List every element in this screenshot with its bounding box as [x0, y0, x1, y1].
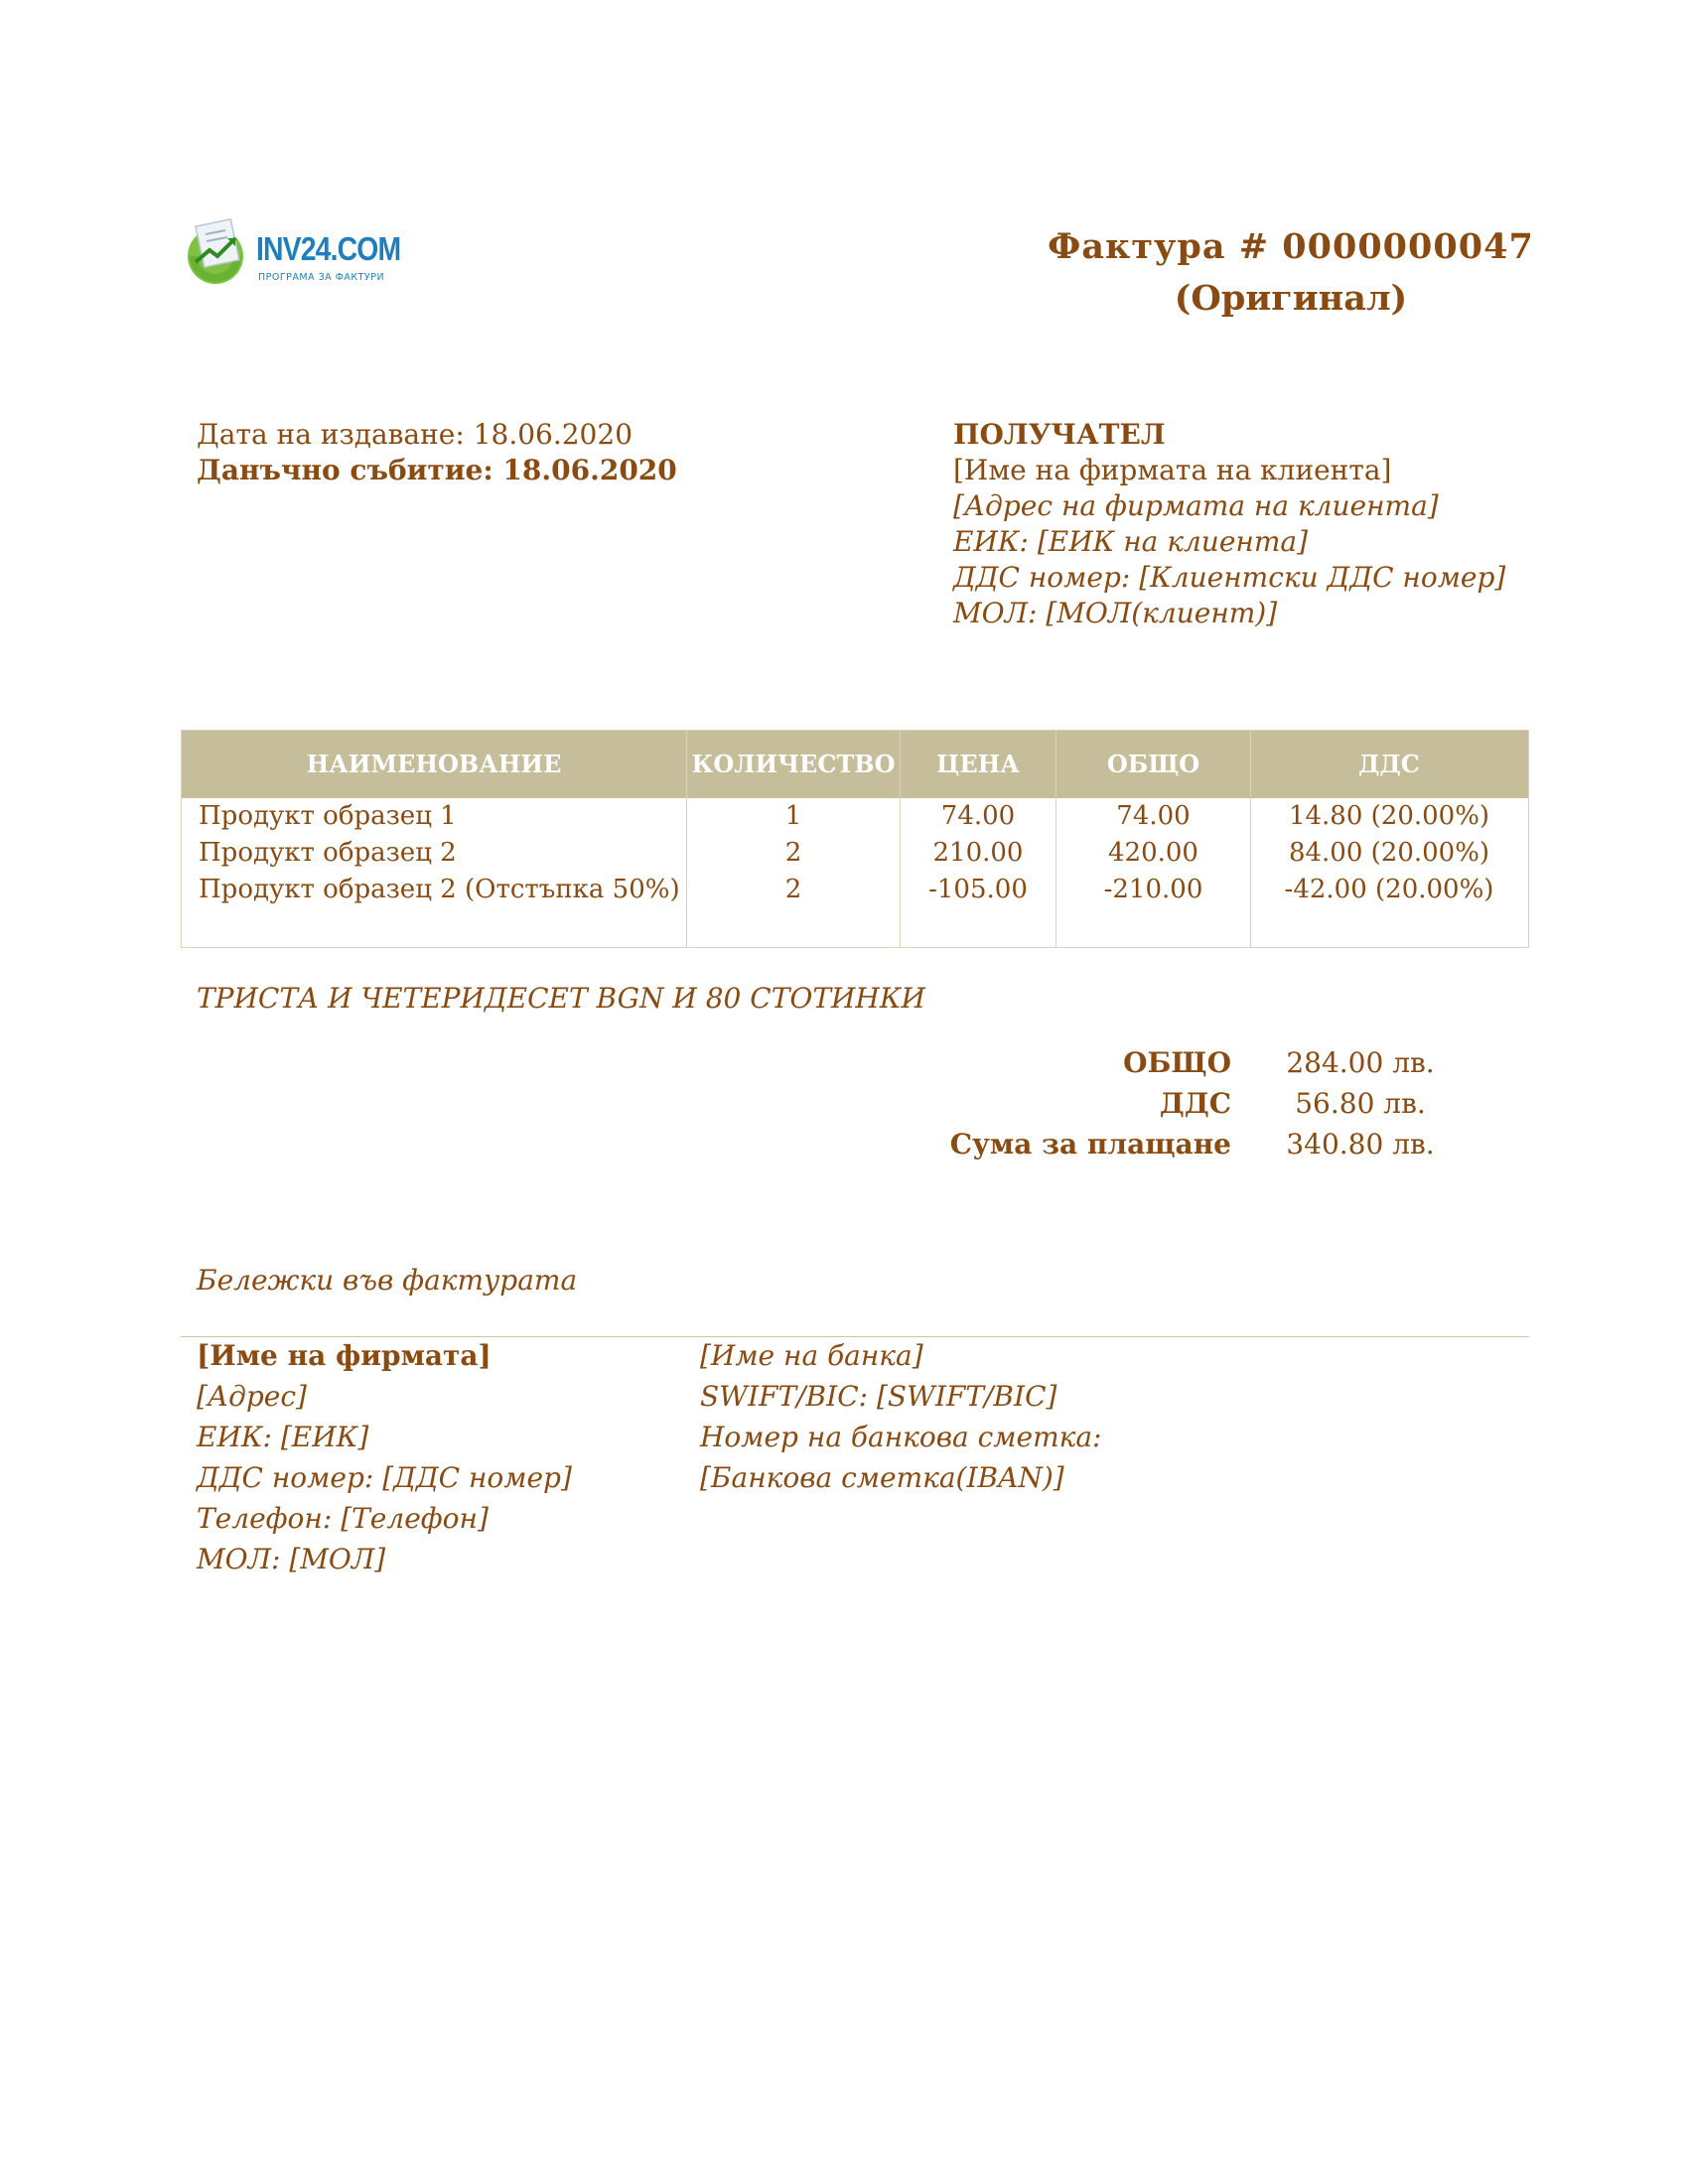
- column-total: [1055, 731, 1250, 947]
- payable-value: 340.80 лв.: [1286, 1128, 1435, 1160]
- recipient-company: [Име на фирмата на клиента]: [953, 454, 1392, 486]
- logo-subtitle: ПРОГРАМА ЗА ФАКТУРИ: [258, 272, 385, 283]
- row-3-vat: -42.00 (20.00%): [1284, 875, 1494, 904]
- amount-in-words: ТРИСТА И ЧЕТЕРИДЕСЕТ BGN И 80 СТОТИНКИ: [197, 982, 925, 1015]
- row-3-name: Продукт образец 2 (Отстъпка 50%): [199, 875, 680, 904]
- payable-label: Сума за плащане: [949, 1128, 1231, 1160]
- tax-event-date: Данъчно събитие: 18.06.2020: [197, 454, 677, 486]
- bank-account-label: Номер на банкова сметка:: [700, 1421, 1102, 1453]
- vat-total-value: 56.80 лв.: [1295, 1087, 1426, 1120]
- row-2-total: 420.00: [1108, 838, 1198, 868]
- column-price: [900, 731, 1055, 947]
- seller-mol: МОЛ: [МОЛ]: [197, 1543, 386, 1575]
- row-3-price: -105.00: [928, 875, 1028, 904]
- column-quantity: [686, 731, 900, 947]
- invoice-notes: Бележки във фактурата: [197, 1264, 578, 1297]
- invoice-copy-type: (Оригинал): [1174, 278, 1408, 319]
- row-1-qty: 1: [784, 801, 802, 831]
- row-3-total: -210.00: [1103, 875, 1203, 904]
- column-name: [182, 731, 686, 947]
- invoice-logo-icon: [182, 216, 253, 288]
- row-1-name: Продукт образец 1: [199, 801, 457, 831]
- header-name: НАИМЕНОВАНИЕ: [306, 750, 562, 778]
- items-table: [181, 730, 1529, 948]
- recipient-eik: ЕИК: [ЕИК на клиента]: [953, 525, 1309, 558]
- header-total: ОБЩО: [1106, 750, 1200, 778]
- header-vat: ДДС: [1358, 750, 1420, 778]
- row-1-vat: 14.80 (20.00%): [1288, 801, 1490, 831]
- vat-total-label: ДДС: [1159, 1087, 1231, 1120]
- recipient-mol: МОЛ: [МОЛ(клиент)]: [953, 597, 1278, 629]
- company-logo: [182, 216, 400, 291]
- row-1-price: 74.00: [940, 801, 1016, 831]
- seller-vat: ДДС номер: [ДДС номер]: [197, 1461, 572, 1494]
- issue-date: Дата на издаване: 18.06.2020: [197, 418, 633, 451]
- header-price: ЦЕНА: [936, 750, 1020, 778]
- logo-text: INV24.COM: [256, 230, 401, 267]
- recipient-heading: ПОЛУЧАТЕЛ: [953, 418, 1166, 451]
- header-quantity: КОЛИЧЕСТВО: [691, 750, 896, 778]
- recipient-vat: ДДС номер: [Клиентски ДДС номер]: [953, 561, 1506, 594]
- row-1-total: 74.00: [1116, 801, 1191, 831]
- footer-divider: [181, 1336, 1529, 1337]
- seller-address: [Адрес]: [197, 1380, 307, 1413]
- seller-phone: Телефон: [Телефон]: [197, 1502, 489, 1535]
- row-2-qty: 2: [784, 838, 802, 868]
- bank-swift: SWIFT/BIC: [SWIFT/BIC]: [700, 1380, 1057, 1413]
- row-2-vat: 84.00 (20.00%): [1288, 838, 1490, 868]
- total-label: ОБЩО: [1123, 1046, 1231, 1079]
- seller-eik: ЕИК: [ЕИК]: [197, 1421, 369, 1453]
- row-2-price: 210.00: [932, 838, 1024, 868]
- bank-name: [Име на банка]: [700, 1339, 923, 1372]
- seller-company: [Име на фирмата]: [197, 1339, 492, 1372]
- row-2-name: Продукт образец 2: [199, 838, 457, 868]
- bank-iban: [Банкова сметка(IBAN)]: [700, 1461, 1064, 1494]
- row-3-qty: 2: [784, 875, 802, 904]
- column-vat: [1250, 731, 1527, 947]
- recipient-address: [Адрес на фирмата на клиента]: [953, 489, 1439, 522]
- invoice-title: Фактура # 0000000047: [1048, 226, 1534, 267]
- total-value: 284.00 лв.: [1286, 1046, 1435, 1079]
